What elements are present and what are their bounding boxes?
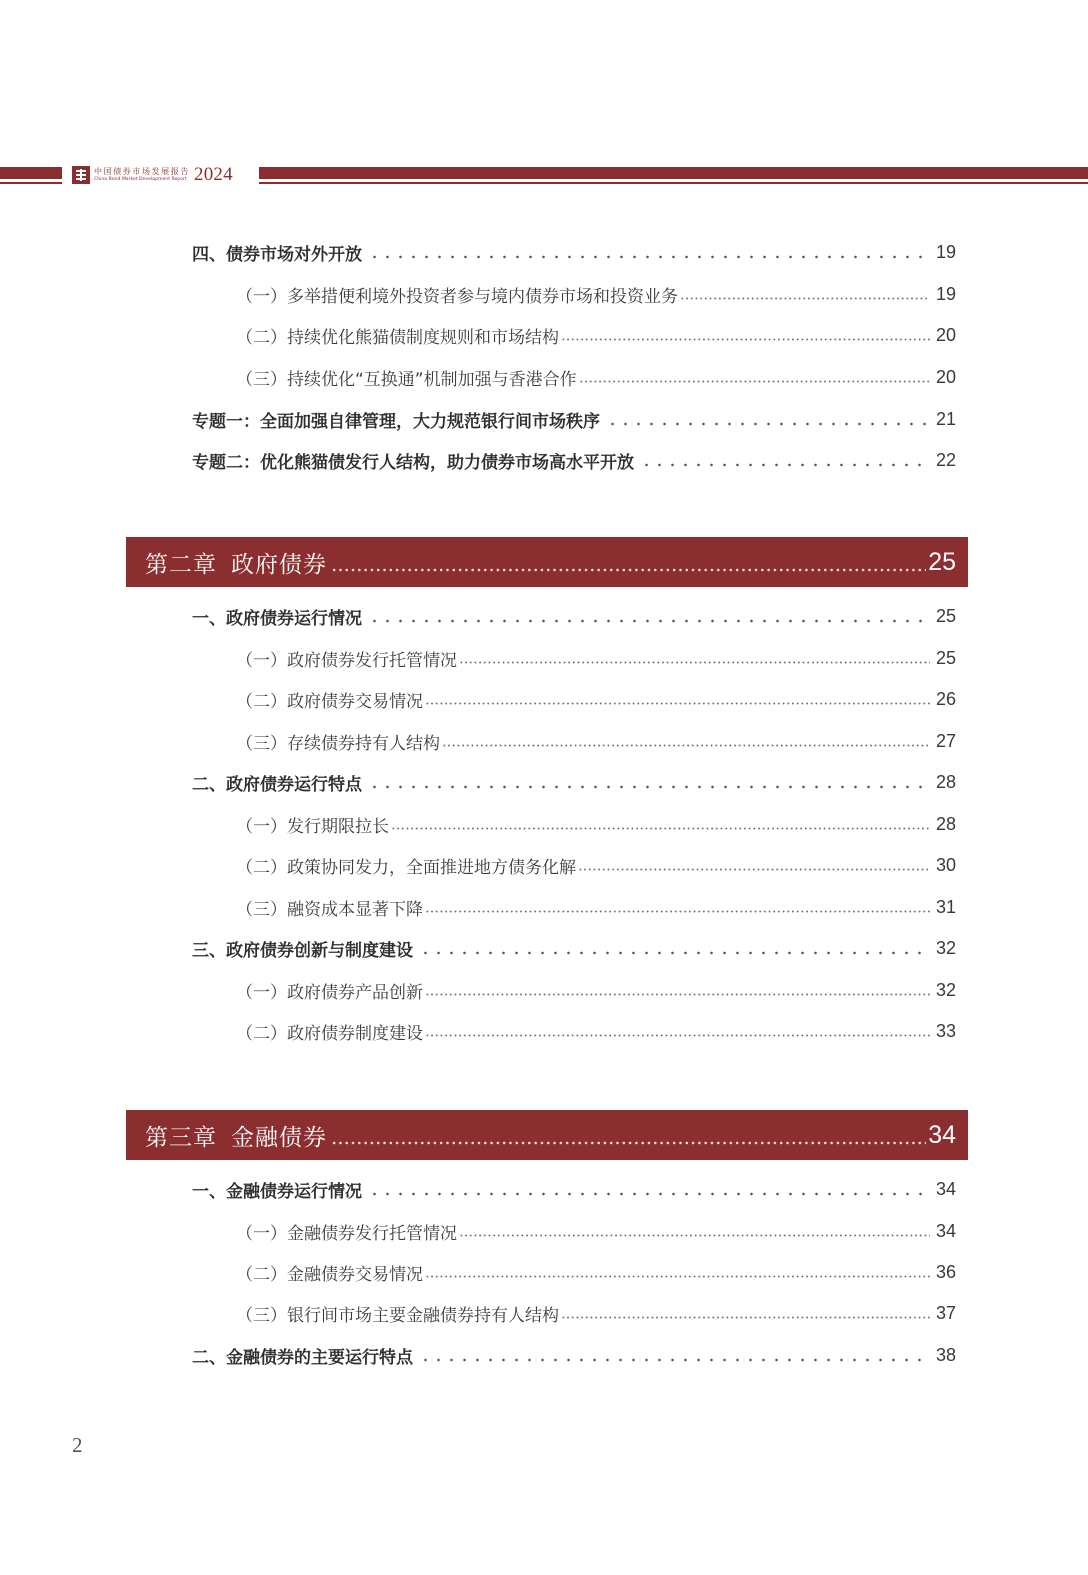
- toc-entry[interactable]: [236, 852, 956, 878]
- dot-leader: [425, 1018, 930, 1044]
- header-brand: [72, 163, 233, 187]
- dot-leader: [578, 852, 930, 878]
- dot-leader: [331, 1110, 926, 1160]
- toc-entry-title: （一）发行期限拉长: [236, 816, 389, 837]
- chapter-page: 25: [928, 547, 956, 576]
- toc-entry-title: （三）融资成本显著下降: [236, 899, 423, 920]
- toc-entry[interactable]: [192, 239, 956, 265]
- dot-leader: [419, 1342, 930, 1368]
- dot-leader: [680, 281, 930, 307]
- header-title-en: China Bond Market Development Report: [94, 176, 187, 182]
- dot-leader: [419, 935, 930, 961]
- chapter-number: 第二章: [145, 551, 217, 578]
- dot-leader: [368, 1176, 930, 1202]
- toc-entry-title: （一）金融债券发行托管情况: [236, 1223, 457, 1244]
- dot-leader: [368, 239, 930, 265]
- dot-leader: [368, 769, 930, 795]
- chapter-title: 政府债券: [231, 551, 327, 578]
- toc-entry-title: 四、债券市场对外开放: [192, 244, 362, 265]
- toc-entry-title: 专题二：优化熊猫债发行人结构，助力债券市场高水平开放: [192, 452, 634, 473]
- toc-entry[interactable]: [192, 769, 956, 795]
- toc-entry-page: 32: [935, 979, 956, 1000]
- dot-leader: [561, 1300, 930, 1326]
- toc-entry-page: 20: [935, 366, 956, 387]
- toc-entry[interactable]: [236, 1259, 956, 1285]
- toc-entry-page: 34: [935, 1178, 956, 1199]
- toc-entry-page: 26: [935, 688, 956, 709]
- header-rule-right: [259, 167, 1088, 179]
- toc-entry-page: 22: [935, 449, 956, 470]
- toc-entry[interactable]: [236, 364, 956, 390]
- dot-leader: [442, 728, 930, 754]
- dot-leader: [425, 1259, 930, 1285]
- header-thin-rule-right: [259, 182, 1088, 184]
- toc-entry-title: 一、金融债券运行情况: [192, 1181, 362, 1202]
- header-rule-left: [0, 167, 62, 179]
- toc-entry-page: 38: [935, 1344, 956, 1365]
- toc-entry-title: （三）持续优化“互换通”机制加强与香港合作: [236, 369, 577, 390]
- toc-entry-title: （一）政府债券产品创新: [236, 982, 423, 1003]
- toc-entry[interactable]: [236, 322, 956, 348]
- toc-entry-page: 37: [935, 1302, 956, 1323]
- toc-entry[interactable]: [236, 1218, 956, 1244]
- toc-entry-page: 19: [935, 283, 956, 304]
- chapter-title: 金融债券: [231, 1124, 327, 1151]
- toc-entry[interactable]: [236, 977, 956, 1003]
- toc-entry-title: （二）持续优化熊猫债制度规则和市场结构: [236, 327, 559, 348]
- toc-entry-title: 二、金融债券的主要运行特点: [192, 1347, 413, 1368]
- chapter-banner-2[interactable]: [126, 537, 968, 587]
- toc-entry[interactable]: [236, 728, 956, 754]
- toc-entry-title: 专题一：全面加强自律管理，大力规范银行间市场秩序: [192, 411, 600, 432]
- toc-entry-title: （三）存续债券持有人结构: [236, 733, 440, 754]
- toc-entry-page: 21: [935, 408, 956, 429]
- toc-entry-page: 30: [935, 854, 956, 875]
- toc-entry-title: （二）金融债券交易情况: [236, 1264, 423, 1285]
- report-logo-icon: [72, 166, 90, 184]
- toc-entry[interactable]: [192, 603, 956, 629]
- toc-entry-title: 一、政府债券运行情况: [192, 608, 362, 629]
- chapter-number: 第三章: [145, 1124, 217, 1151]
- toc-entry[interactable]: [192, 1176, 956, 1202]
- header-title-cn: 中国债券市场发展报告: [94, 166, 190, 176]
- header-year: 2024: [194, 164, 233, 185]
- toc-entry[interactable]: [192, 406, 956, 432]
- toc-entry-title: 二、政府债券运行特点: [192, 774, 362, 795]
- toc-entry-title: （二）政府债券交易情况: [236, 691, 423, 712]
- toc-entry-title: （三）银行间市场主要金融债券持有人结构: [236, 1305, 559, 1326]
- toc-entry[interactable]: [236, 645, 956, 671]
- dot-leader: [425, 686, 930, 712]
- header-thin-rule-left: [0, 182, 62, 184]
- page-number: 2: [72, 1433, 83, 1457]
- dot-leader: [606, 406, 930, 432]
- dot-leader: [368, 603, 930, 629]
- toc-entry-page: 32: [935, 937, 956, 958]
- dot-leader: [459, 1218, 930, 1244]
- dot-leader: [459, 645, 930, 671]
- toc-entry[interactable]: [236, 281, 956, 307]
- dot-leader: [640, 447, 930, 473]
- toc-entry[interactable]: [192, 447, 956, 473]
- toc-entry-page: 20: [935, 324, 956, 345]
- toc-entry-page: 27: [935, 730, 956, 751]
- toc-entry[interactable]: [192, 935, 956, 961]
- toc-entry-page: 33: [935, 1020, 956, 1041]
- chapter-banner-3[interactable]: [126, 1110, 968, 1160]
- toc-entry[interactable]: [236, 1300, 956, 1326]
- chapter-page: 34: [928, 1120, 956, 1149]
- toc-entry-page: 25: [935, 647, 956, 668]
- toc-entry-title: （一）政府债券发行托管情况: [236, 650, 457, 671]
- toc-entry-title: （二）政策协同发力，全面推进地方债务化解: [236, 857, 576, 878]
- toc-entry-page: 31: [935, 896, 956, 917]
- toc-entry-page: 28: [935, 813, 956, 834]
- toc-entry[interactable]: [236, 811, 956, 837]
- toc-entry-page: 25: [935, 605, 956, 626]
- toc-entry[interactable]: [192, 1342, 956, 1368]
- dot-leader: [425, 894, 930, 920]
- toc-entry-page: 19: [935, 241, 956, 262]
- dot-leader: [425, 977, 930, 1003]
- toc-entry-page: 28: [935, 771, 956, 792]
- dot-leader: [331, 537, 926, 587]
- toc-entry-page: 36: [935, 1261, 956, 1282]
- toc-entry[interactable]: [236, 1018, 956, 1044]
- toc-entry[interactable]: [236, 894, 956, 920]
- toc-entry-page: 34: [935, 1220, 956, 1241]
- toc-entry[interactable]: [236, 686, 956, 712]
- dot-leader: [391, 811, 930, 837]
- toc-entry-title: （一）多举措便利境外投资者参与境内债券市场和投资业务: [236, 286, 678, 307]
- dot-leader: [561, 322, 930, 348]
- toc-entry-title: 三、政府债券创新与制度建设: [192, 940, 413, 961]
- dot-leader: [579, 364, 930, 390]
- toc-entry-title: （二）政府债券制度建设: [236, 1023, 423, 1044]
